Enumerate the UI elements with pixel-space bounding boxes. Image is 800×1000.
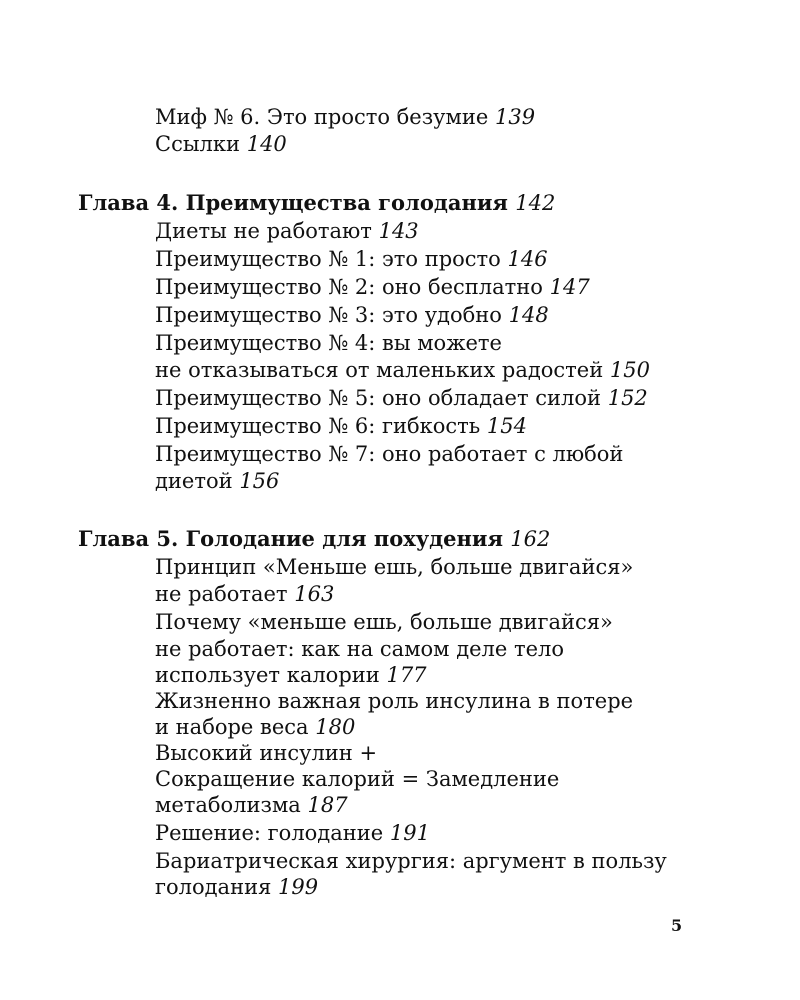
- toc-entry-text: Бариатрическая хирургия: аргумент в пользу: [155, 849, 667, 873]
- toc-entry-line: [155, 246, 548, 272]
- toc-page-number: 150: [609, 358, 650, 382]
- toc-page-number: 142: [515, 191, 556, 215]
- toc-entry-text: и наборе веса: [155, 715, 309, 739]
- chapter-heading: [78, 526, 550, 552]
- toc-page-number: 187: [307, 793, 348, 817]
- toc-entry-text: диетой: [155, 469, 233, 493]
- toc-page-number: 177: [386, 663, 427, 687]
- toc-page-number: 147: [549, 275, 590, 299]
- toc-entry-text: Преимущество № 5: оно обладает силой: [155, 386, 602, 410]
- toc-entry-text: Почему «меньше ешь, больше двигайся»: [155, 610, 613, 634]
- toc-page-number: 146: [507, 247, 548, 271]
- toc-entry-text: Миф № 6. Это просто безумие: [155, 105, 489, 129]
- toc-page-number: 191: [389, 821, 430, 845]
- toc-entry-line: [155, 104, 535, 130]
- toc-entry-text: Высокий инсулин +: [155, 741, 378, 765]
- toc-entry-line: [155, 131, 287, 157]
- toc-entry-text: Решение: голодание: [155, 821, 384, 845]
- toc-entry-text: Преимущество № 3: это удобно: [155, 303, 502, 327]
- chapter-heading: [78, 190, 555, 216]
- toc-entry-text: голодания: [155, 875, 272, 899]
- toc-entry-line: [155, 820, 430, 846]
- toc-entry-text: Ссылки: [155, 132, 241, 156]
- toc-entry-line: [155, 636, 564, 662]
- toc-page-number: 152: [607, 386, 648, 410]
- toc-entry-text: Преимущество № 7: оно работает с любой: [155, 442, 624, 466]
- toc-page-number: 154: [486, 414, 528, 438]
- toc-entry-line: [155, 385, 648, 411]
- toc-entry-text: не работает: как на самом деле тело: [155, 637, 565, 661]
- toc-page-number: 199: [278, 875, 319, 899]
- toc-entry-text: Преимущество № 2: оно бесплатно: [155, 275, 543, 299]
- toc-page-number: 143: [378, 219, 419, 243]
- toc-page-number: 156: [239, 469, 280, 493]
- toc-page-number: 139: [494, 105, 536, 129]
- toc-entry-text: метаболизма: [155, 793, 308, 817]
- toc-entry-text: не отказываться от маленьких радостей: [155, 358, 604, 382]
- toc-page-number: 163: [294, 582, 335, 606]
- toc-entry-text: Преимущество № 1: это просто: [155, 247, 501, 271]
- toc-entry-text: использует калории: [155, 663, 380, 687]
- toc-entry-line: [155, 662, 427, 688]
- toc-entry-line: [155, 357, 650, 383]
- page-number: 5: [671, 916, 683, 935]
- toc-entry-line: [155, 330, 502, 356]
- toc-entry-line: [155, 874, 318, 900]
- toc-entry-text: Преимущество № 6: гибкость: [155, 414, 481, 438]
- toc-entry-text: Глава 4. Преимущества голодания: [78, 190, 508, 215]
- toc-entry-line: [155, 554, 633, 580]
- toc-entry-text: Жизненно важная роль инсулина в потере: [155, 689, 634, 713]
- toc-entry-text: Сокращение калорий = Замедление: [155, 767, 560, 791]
- toc-entry-text: Диеты не работают: [155, 219, 372, 243]
- toc-page-number: 148: [508, 303, 549, 327]
- toc-entry-text: Глава 5. Голодание для похудения: [78, 526, 503, 551]
- toc-entry-line: [155, 740, 377, 766]
- toc-entry-text: Принцип «Меньше ешь, больше двигайся»: [155, 555, 634, 579]
- toc-page-number: 162: [510, 527, 551, 551]
- toc-entry-line: [155, 413, 527, 439]
- toc-entry-line: [155, 609, 613, 635]
- toc-entry-line: [155, 274, 590, 300]
- toc-entry-line: [155, 218, 419, 244]
- toc-entry-line: [155, 792, 348, 818]
- toc-entry-line: [155, 468, 279, 494]
- toc-entry-line: [155, 714, 355, 740]
- toc-page-number: 140: [246, 132, 287, 156]
- toc-entry-line: [155, 302, 549, 328]
- toc-entry-line: [155, 581, 334, 607]
- toc-entry-text: Преимущество № 4: вы можете: [155, 331, 502, 355]
- toc-entry-text: не работает: [155, 582, 288, 606]
- toc-entry-line: [155, 441, 623, 467]
- toc-page-number: 180: [315, 715, 356, 739]
- toc-entry-line: [155, 766, 559, 792]
- toc-entry-line: [155, 688, 633, 714]
- toc-entry-line: [155, 848, 667, 874]
